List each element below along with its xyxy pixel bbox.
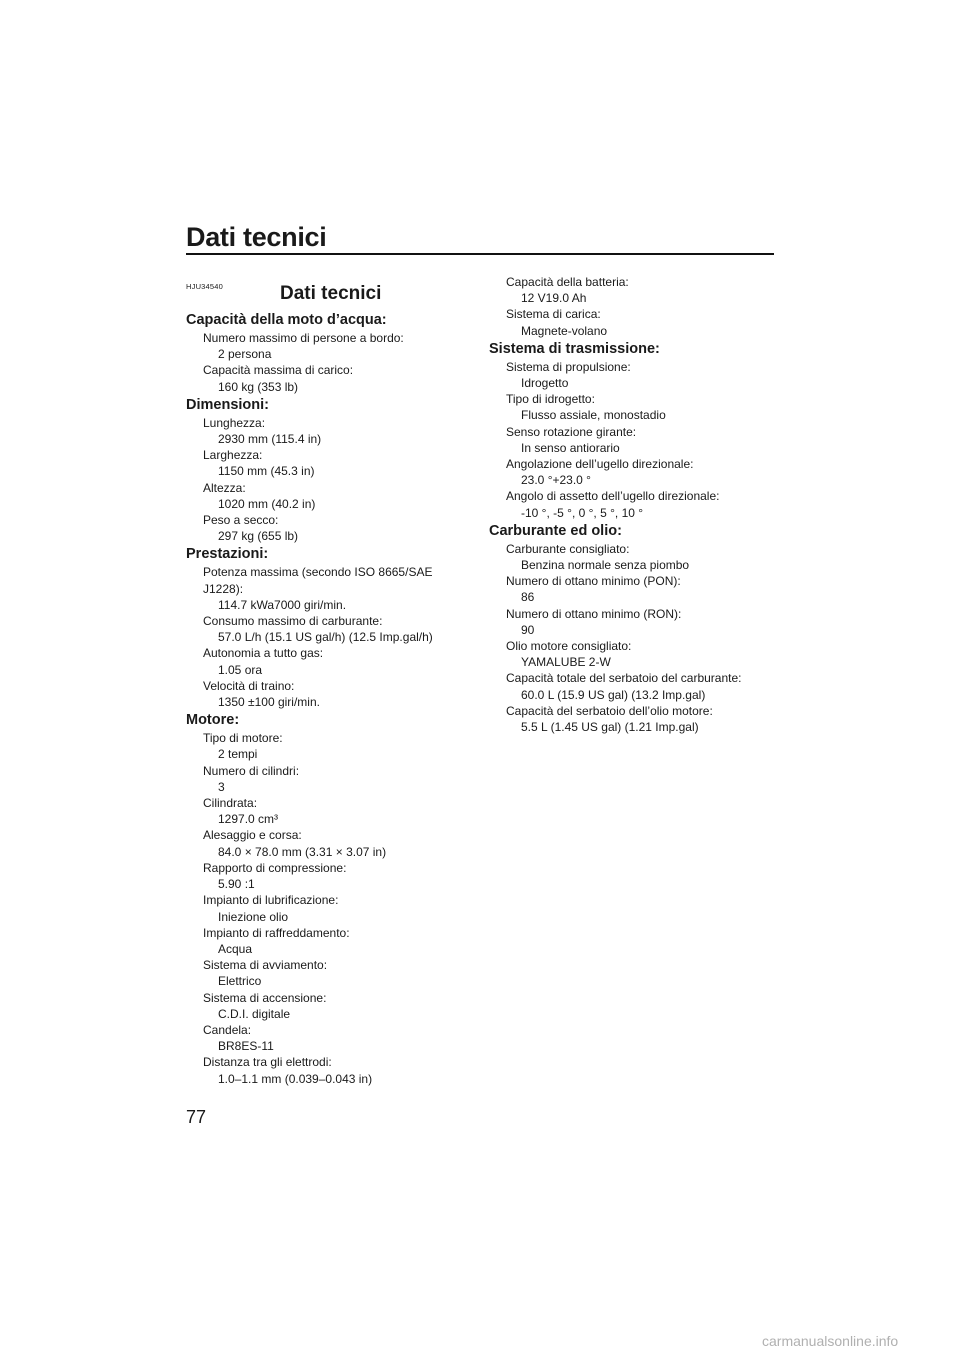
spec-item — [186, 730, 461, 762]
spec-item — [489, 638, 774, 670]
spec-value: 23.0 °+23.0 ° — [521, 473, 591, 488]
spec-label: Velocità di traino: — [203, 678, 295, 693]
spec-value: 1.05 ora — [218, 662, 263, 677]
spec-label: Capacità del serbatoio dell’olio motore: — [506, 703, 713, 718]
spec-label: Senso rotazione girante: — [506, 424, 637, 439]
spec-item — [489, 606, 774, 638]
spec-label: Tipo di motore: — [203, 731, 283, 746]
spec-label: Distanza tra gli elettrodi: — [203, 1055, 332, 1070]
spec-label: Alesaggio e corsa: — [203, 828, 302, 843]
spec-value: YAMALUBE 2-W — [521, 655, 611, 670]
spec-label: Tipo di idrogetto: — [506, 392, 595, 407]
spec-value: 1.0–1.1 mm (0.039–0.043 in) — [218, 1071, 373, 1086]
spec-item — [186, 512, 461, 544]
spec-label: Sistema di accensione: — [203, 990, 327, 1005]
spec-value: Flusso assiale, monostadio — [521, 408, 666, 423]
spec-section — [186, 710, 461, 1086]
section-heading: Prestazioni: — [186, 546, 269, 563]
spec-item — [186, 564, 461, 613]
spec-value: 2 persona — [218, 347, 272, 362]
spec-value: 60.0 L (15.9 US gal) (13.2 Imp.gal) — [521, 687, 706, 702]
spec-value: 1297.0 cm³ — [218, 812, 279, 827]
spec-value: Magnete-volano — [521, 323, 608, 338]
spec-item — [186, 330, 461, 362]
spec-item — [489, 703, 774, 735]
spec-item — [186, 362, 461, 394]
spec-value: 12 V19.0 Ah — [521, 291, 587, 306]
spec-value: 90 — [521, 622, 535, 637]
spec-value: 160 kg (353 lb) — [218, 379, 299, 394]
spec-section — [489, 274, 774, 339]
spec-label: Numero massimo di persone a bordo: — [203, 331, 404, 345]
spec-label: Olio motore consigliato: — [506, 639, 632, 654]
spec-item — [186, 990, 461, 1022]
spec-item — [186, 925, 461, 957]
spec-item — [489, 670, 774, 702]
spec-value: 1350 ±100 giri/min. — [218, 695, 320, 710]
spec-label: Angolazione dell’ugello direzionale: — [506, 457, 694, 472]
spec-value: 5.90 :1 — [218, 877, 255, 892]
spec-label: Candela: — [203, 1022, 252, 1037]
spec-item — [186, 447, 461, 479]
spec-value: 3 — [218, 779, 225, 794]
spec-item — [489, 424, 774, 456]
page-number: 77 — [186, 1107, 207, 1127]
spec-label: Capacità massima di carico: — [203, 363, 354, 378]
page-main-title: Dati tecnici — [280, 283, 382, 304]
title-block — [186, 280, 461, 310]
spec-value: 86 — [521, 590, 535, 605]
spec-item — [489, 573, 774, 605]
spec-label: Rapporto di compressione: — [203, 860, 347, 875]
right-sections — [489, 274, 774, 735]
section-heading: Dimensioni: — [186, 396, 269, 413]
spec-label: Numero di cilindri: — [203, 763, 300, 778]
spec-label: Sistema di propulsione: — [506, 359, 631, 374]
spec-value: 84.0 × 78.0 mm (3.31 × 3.07 in) — [218, 844, 387, 859]
spec-value: 2 tempi — [218, 747, 258, 762]
header-rule — [186, 253, 774, 255]
spec-value: Iniezione olio — [218, 909, 289, 924]
spec-label: Autonomia a tutto gas: — [203, 646, 324, 661]
spec-label: Cilindrata: — [203, 796, 258, 811]
spec-value: 57.0 L/h (15.1 US gal/h) (12.5 Imp.gal/h) — [218, 630, 433, 645]
section-code: HJU34540 — [186, 282, 224, 291]
spec-section — [186, 544, 461, 710]
spec-item — [186, 613, 461, 645]
spec-label: Carburante consigliato: — [506, 541, 630, 556]
spec-label: Numero di ottano minimo (RON): — [506, 606, 682, 621]
watermark: carmanualsonline.info — [762, 1333, 899, 1349]
spec-item — [186, 795, 461, 827]
spec-value: 1020 mm (40.2 in) — [218, 496, 316, 511]
spec-item — [186, 415, 461, 447]
spec-item — [186, 1054, 461, 1086]
spec-item — [186, 1022, 461, 1054]
spec-value: 297 kg (655 lb) — [218, 529, 299, 544]
spec-value: 1150 mm (45.3 in) — [218, 464, 315, 479]
section-heading: Sistema di trasmissione: — [489, 340, 660, 357]
section-heading: Carburante ed olio: — [489, 522, 622, 539]
spec-item — [186, 480, 461, 512]
spec-value: 114.7 kWa7000 giri/min. — [218, 597, 347, 612]
left-sections — [186, 310, 461, 1087]
spec-item — [489, 541, 774, 573]
spec-label: Impianto di raffreddamento: — [203, 925, 350, 940]
spec-value: In senso antiorario — [521, 440, 620, 455]
spec-label: Sistema di avviamento: — [203, 958, 328, 973]
spec-label: Angolo di assetto dell’ugello direzionale: — [506, 489, 720, 504]
spec-item — [489, 274, 774, 306]
spec-item — [489, 456, 774, 488]
spec-label: Larghezza: — [203, 448, 263, 463]
spec-label: Impianto di lubrificazione: — [203, 893, 339, 908]
spec-label: Capacità della batteria: — [506, 275, 629, 289]
spec-item — [186, 678, 461, 710]
spec-value: Benzina normale senza piombo — [521, 558, 690, 573]
spec-label: Consumo massimo di carburante: — [203, 614, 383, 629]
left-column — [186, 280, 461, 1087]
spec-item — [186, 860, 461, 892]
spec-item — [489, 306, 774, 338]
spec-value: Idrogetto — [521, 376, 569, 391]
spec-value: Elettrico — [218, 974, 262, 989]
spec-label: Capacità totale del serbatoio del carburante: — [506, 671, 742, 686]
spec-label: Peso a secco: — [203, 513, 279, 528]
spec-value: Acqua — [218, 941, 253, 956]
spec-value: 2930 mm (115.4 in) — [218, 432, 322, 447]
spec-value: C.D.I. digitale — [218, 1006, 291, 1021]
spec-section — [489, 521, 774, 735]
spec-item — [489, 359, 774, 391]
spec-item — [186, 892, 461, 924]
spec-value: BR8ES-11 — [218, 1039, 274, 1054]
spec-section — [186, 395, 461, 545]
header-title: Dati tecnici — [186, 222, 327, 252]
spec-item — [186, 763, 461, 795]
spec-section — [186, 310, 461, 395]
spec-section — [489, 339, 774, 521]
section-heading: Motore: — [186, 712, 240, 729]
spec-item — [489, 391, 774, 423]
spec-value: 5.5 L (1.45 US gal) (1.21 Imp.gal) — [521, 720, 699, 735]
spec-item — [489, 488, 774, 520]
spec-value: -10 °, -5 °, 0 °, 5 °, 10 ° — [521, 505, 644, 520]
spec-item — [186, 957, 461, 989]
spec-item — [186, 827, 461, 859]
section-heading: Capacità della moto d’acqua: — [186, 312, 387, 328]
spec-label: Altezza: — [203, 480, 246, 495]
spec-label: Sistema di carica: — [506, 307, 601, 322]
spec-label: Numero di ottano minimo (PON): — [506, 574, 681, 589]
spec-item — [186, 645, 461, 677]
right-column — [489, 274, 774, 735]
spec-label: Potenza massima (secondo ISO 8665/SAE J1228): — [203, 565, 433, 596]
spec-label: Lunghezza: — [203, 415, 266, 430]
